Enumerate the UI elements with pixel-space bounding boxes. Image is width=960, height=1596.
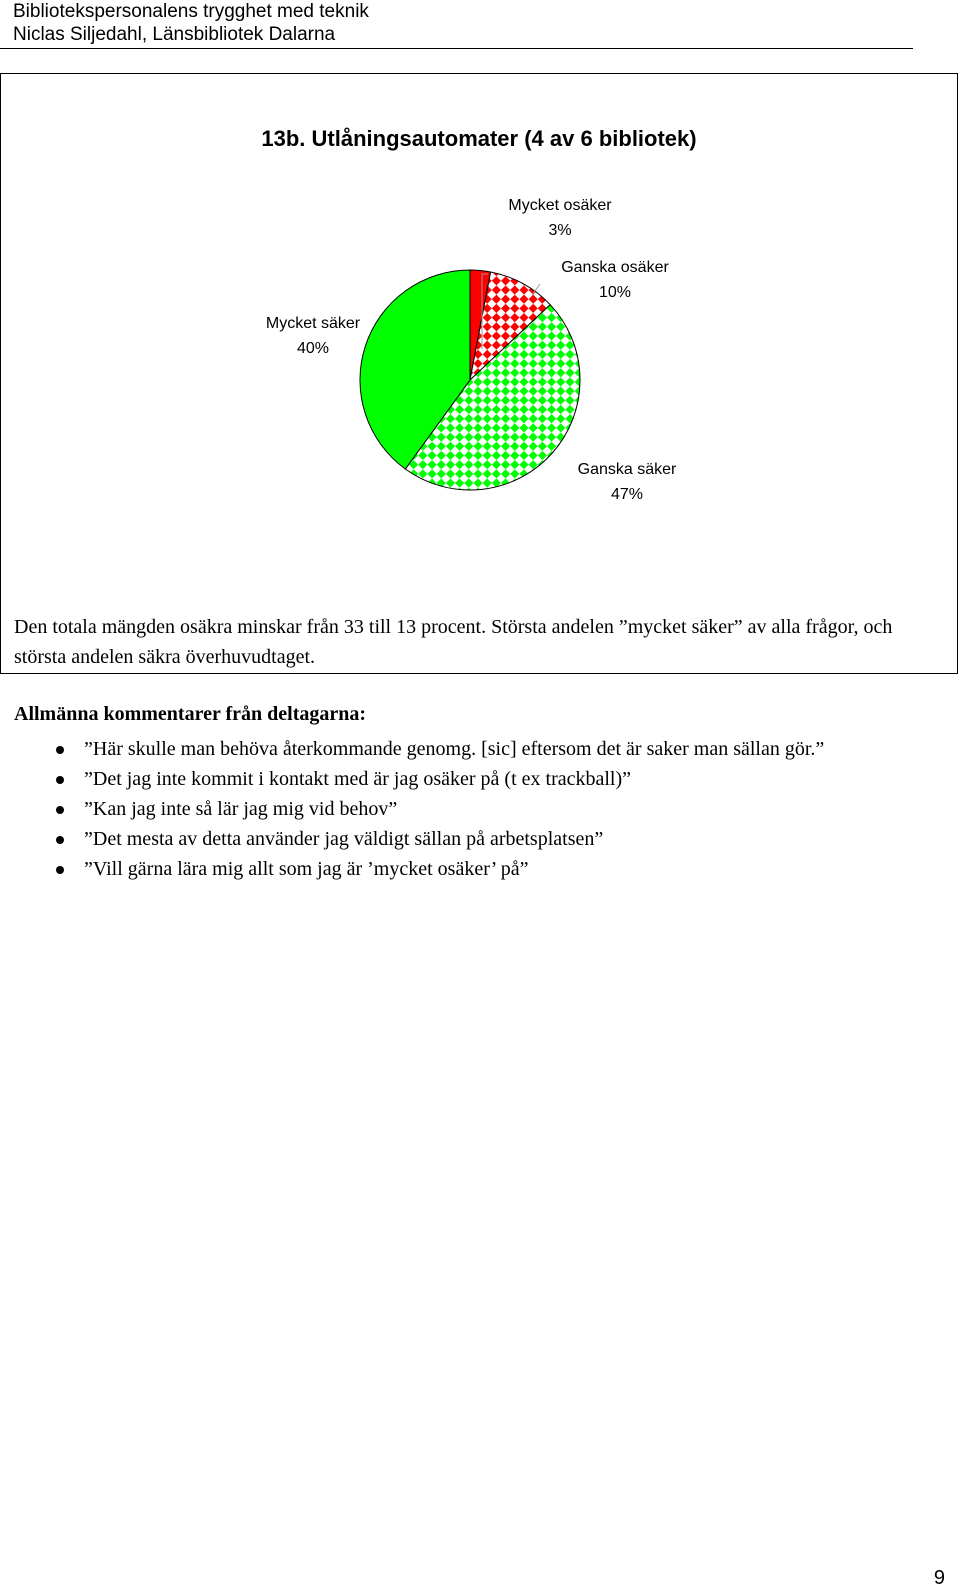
bullet-icon <box>56 866 64 874</box>
comments-heading: Allmänna kommentarer från deltagarna: <box>14 703 367 725</box>
slice-label-value-1: 10% <box>598 284 632 301</box>
summary-text: Den totala mängden osäkra minskar från 33 till 13 procent. Största andelen ”mycket säker” av alla frågor, och största andelen säkra överhuvudtaget. <box>14 616 893 668</box>
page-number: 9 <box>933 1567 945 1589</box>
list-item: ”Vill gärna lära mig allt som jag är ’mycket osäker’ på” <box>14 854 944 884</box>
bullet-icon <box>56 746 64 754</box>
list-item: ”Det jag inte kommit i kontakt med är jag osäker på (t ex trackball)” <box>14 764 944 794</box>
comments-list <box>14 734 944 884</box>
header-rule <box>0 48 913 49</box>
slice-label-value-3: 40% <box>296 340 330 357</box>
document-header-author: Niclas Siljedahl, Länsbibliotek Dalarna <box>13 24 336 45</box>
slice-label-name-2: Ganska säker <box>577 461 677 478</box>
document-header-title: Bibliotekspersonalens trygghet med teknik <box>13 1 369 22</box>
slice-label-value-2: 47% <box>610 486 644 503</box>
list-item: ”Kan jag inte så lär jag mig vid behov” <box>14 794 944 824</box>
bullet-icon <box>56 806 64 814</box>
slice-label-name-3: Mycket säker <box>265 315 361 332</box>
slice-label-value-0: 3% <box>548 222 572 239</box>
chart-frame <box>0 73 958 674</box>
bullet-icon <box>56 836 64 844</box>
chart-title: 13b. Utlåningsautomater (4 av 6 bibliotek) <box>261 126 697 151</box>
slice-label-name-0: Mycket osäker <box>508 197 612 214</box>
pie-chart <box>0 74 958 674</box>
list-item: ”Det mesta av detta använder jag väldigt sällan på arbetsplatsen” <box>14 824 944 854</box>
list-item: ”Här skulle man behöva återkommande genomg. [sic] eftersom det är saker man sällan gör.” <box>14 734 944 764</box>
bullet-icon <box>56 776 64 784</box>
slice-label-name-1: Ganska osäker <box>561 259 669 276</box>
